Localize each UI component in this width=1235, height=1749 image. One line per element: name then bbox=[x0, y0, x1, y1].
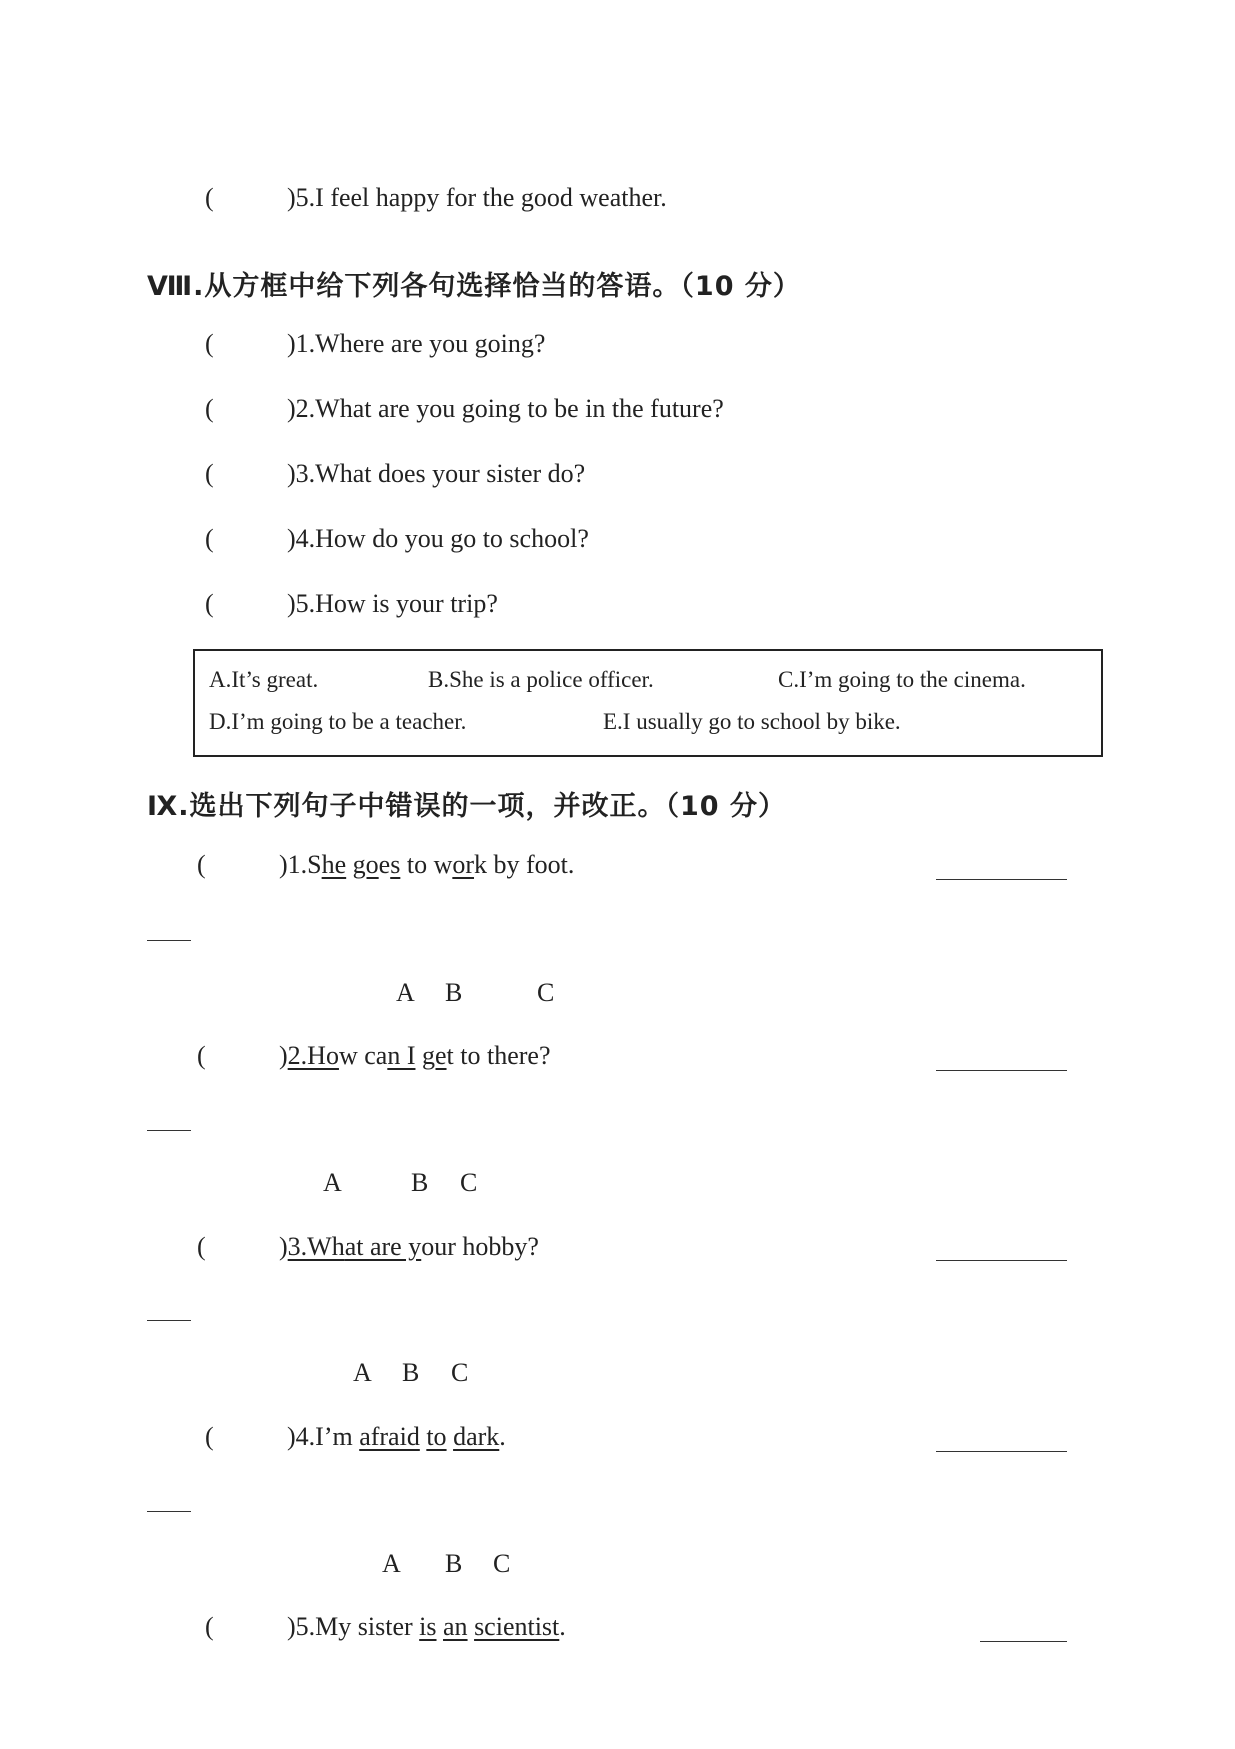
option-c-underline: are y bbox=[369, 1232, 422, 1261]
correction-blank-continuation[interactable] bbox=[147, 1511, 191, 1512]
option-a-underline: 3.Wh bbox=[287, 1232, 345, 1261]
answer-paren-9-2[interactable]: ( bbox=[197, 1041, 206, 1070]
option-label-c: C bbox=[493, 1549, 511, 1578]
answer-paren[interactable]: ( bbox=[205, 183, 214, 212]
answer-paren-2[interactable]: ( bbox=[205, 394, 214, 423]
option-label-a: A bbox=[382, 1549, 401, 1578]
option-b-underline: an bbox=[443, 1612, 468, 1641]
option-b-underline: at bbox=[344, 1232, 370, 1261]
option-label-a: A bbox=[323, 1168, 342, 1197]
option-label-b: B bbox=[445, 978, 463, 1007]
option-a-underline: 2.Ho bbox=[287, 1041, 339, 1070]
option-label-c: C bbox=[460, 1168, 478, 1197]
error-sentence-2: )2.How can I get to there? bbox=[279, 1041, 551, 1070]
option-d: D.I’m going to be a teacher. bbox=[209, 709, 467, 734]
correction-blank[interactable] bbox=[980, 1641, 1067, 1642]
option-c-underline: ge bbox=[421, 1041, 447, 1070]
error-sentence-3: )3.What are your hobby? bbox=[279, 1232, 539, 1261]
question-2: )2.What are you going to be in the future? bbox=[287, 394, 724, 423]
option-c: C.I’m going to the cinema. bbox=[778, 667, 1026, 692]
answer-paren-1[interactable]: ( bbox=[205, 329, 214, 358]
question-1: )1.Where are you going? bbox=[287, 329, 546, 358]
question-text: )5.I feel happy for the good weather. bbox=[287, 183, 667, 212]
correction-blank-continuation[interactable] bbox=[147, 1130, 191, 1131]
option-label-b: B bbox=[411, 1168, 429, 1197]
option-a-underline: afraid bbox=[359, 1422, 420, 1451]
option-b: B.She is a police officer. bbox=[428, 667, 654, 692]
option-b-underline: go bbox=[352, 850, 379, 879]
option-c-underline: dark bbox=[453, 1422, 500, 1451]
option-a: A.It’s great. bbox=[209, 667, 319, 692]
option-label-a: A bbox=[353, 1358, 372, 1387]
error-sentence-1: )1.She goes to work by foot. bbox=[279, 850, 575, 879]
section-8-heading: Ⅷ.从方框中给下列各句选择恰当的答语。（10 分） bbox=[147, 271, 801, 302]
question-4: )4.How do you go to school? bbox=[287, 524, 589, 553]
answer-paren-9-5[interactable]: ( bbox=[205, 1612, 214, 1641]
correction-blank[interactable] bbox=[936, 1451, 1067, 1452]
option-label-a: A bbox=[396, 978, 415, 1007]
option-label-c: C bbox=[451, 1358, 469, 1387]
option-c-underline: s bbox=[390, 850, 401, 879]
option-e: E.I usually go to school by bike. bbox=[603, 709, 901, 734]
option-label-b: B bbox=[445, 1549, 463, 1578]
answer-paren-4[interactable]: ( bbox=[205, 524, 214, 553]
option-a-underline: is bbox=[419, 1612, 437, 1641]
option-a-underline: he bbox=[321, 850, 347, 879]
answer-paren-9-4[interactable]: ( bbox=[205, 1422, 214, 1451]
correction-blank-continuation[interactable] bbox=[147, 1320, 191, 1321]
error-sentence-4: )4.I’m afraid to dark. bbox=[287, 1422, 506, 1451]
correction-blank[interactable] bbox=[936, 1260, 1067, 1261]
option-label-b: B bbox=[402, 1358, 420, 1387]
option-label-c: C bbox=[537, 978, 555, 1007]
answer-paren-3[interactable]: ( bbox=[205, 459, 214, 488]
error-sentence-5: )5.My sister is an scientist. bbox=[287, 1612, 566, 1641]
section-9-heading: Ⅸ.选出下列句子中错误的一项，并改正。（10 分） bbox=[147, 791, 786, 822]
answer-paren-5[interactable]: ( bbox=[205, 589, 214, 618]
option-b-underline: to bbox=[426, 1422, 447, 1451]
question-5: )5.How is your trip? bbox=[287, 589, 498, 618]
option-d-underline: or bbox=[452, 850, 475, 879]
question-3: )3.What does your sister do? bbox=[287, 459, 586, 488]
answer-options-box bbox=[193, 649, 1103, 757]
correction-blank[interactable] bbox=[936, 1070, 1067, 1071]
answer-paren-9-1[interactable]: ( bbox=[197, 850, 206, 879]
answer-paren-9-3[interactable]: ( bbox=[197, 1232, 206, 1261]
correction-blank-continuation[interactable] bbox=[147, 940, 191, 941]
option-b-underline: n I bbox=[387, 1041, 416, 1070]
option-c-underline: scientist bbox=[474, 1612, 560, 1641]
correction-blank[interactable] bbox=[936, 879, 1067, 880]
